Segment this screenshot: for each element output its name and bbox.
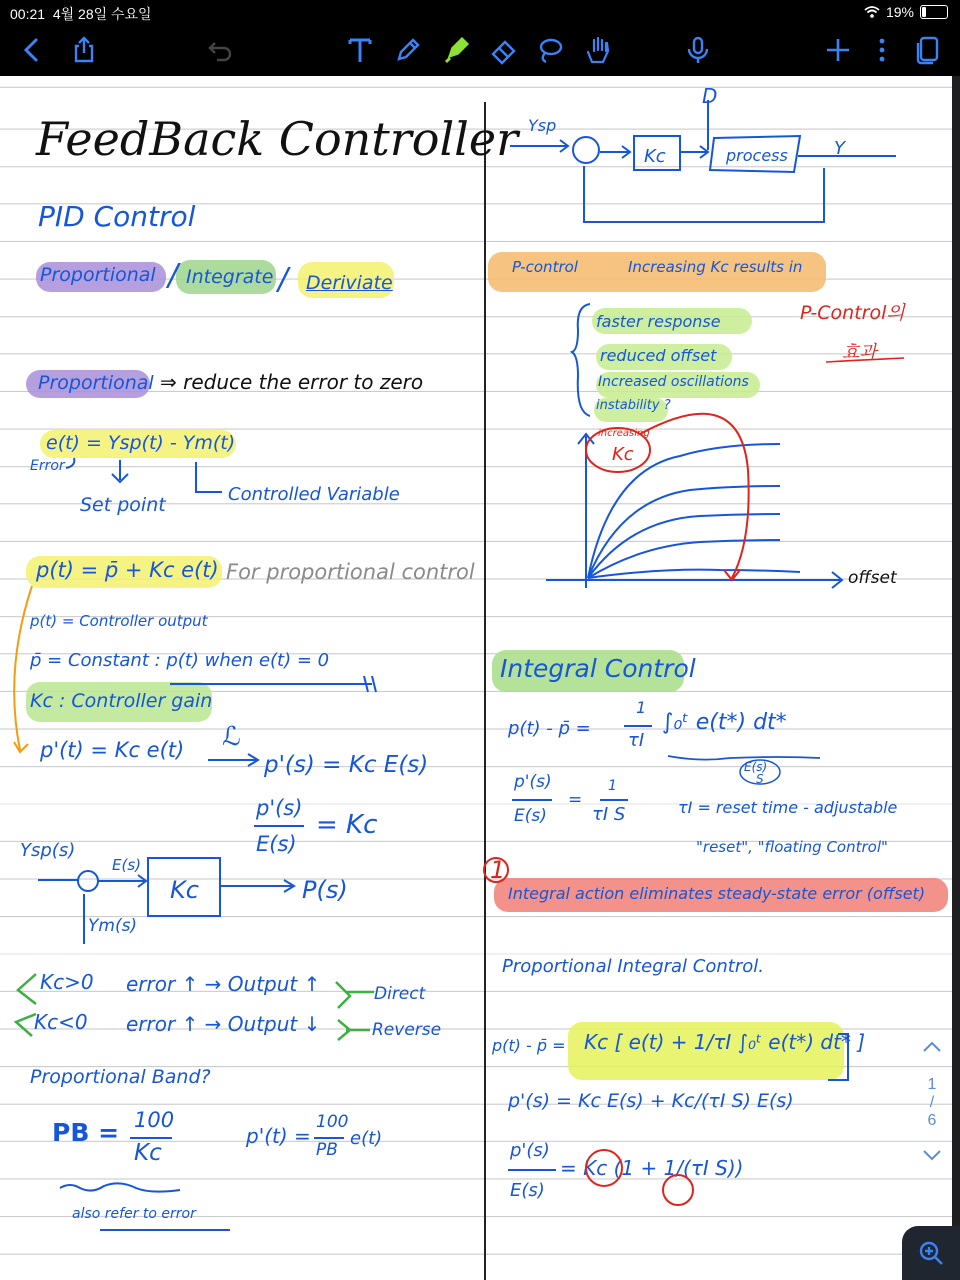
r-block-kc: Kc [644,146,666,167]
r-summing-junction [573,137,599,163]
kc-positive: Kc>0 [40,970,94,994]
kc-block [148,858,220,916]
reverse-label: Reverse [372,1020,442,1040]
ic-lhs: p(t) - p̄ = [508,718,591,739]
ic-tf-rden: τI S [592,804,626,825]
graph-kc-label: Kc [612,444,634,465]
r-feedback-loop [584,166,824,222]
ic-point-number: 1 [490,856,506,884]
status-date: 4월 28일 수요일 [52,6,152,22]
set-point-arrow [112,460,128,482]
ic-frac-den: τI [628,730,645,751]
p-equation-note: For proportional control [226,560,475,584]
def2-underline [170,676,376,692]
block-kc: Kc [170,876,199,904]
page-indicator [912,1040,952,1166]
green-bracket-right [336,982,374,1040]
page-down-icon[interactable] [912,1148,952,1166]
pi-laplace: p'(s) = Kc E(s) + Kc/(τI S) E(s) [508,1090,794,1112]
def-constant: p̄ = Constant : p(t) when e(t) = 0 [30,650,330,671]
pb-denominator: Kc [134,1140,162,1166]
r-block-process: process [726,146,788,165]
block-e-arrow [98,875,146,887]
graph-offset-label: offset [848,568,897,588]
pid-heading: PID Control [38,200,196,233]
ic-wave [668,756,820,760]
page-total: 6 [927,1112,937,1129]
pi-tf-den: E(s) [510,1180,545,1201]
pi-bracket [828,1034,848,1080]
r-block-y: Y [834,138,845,159]
page-separator: / [929,1094,935,1111]
def-controller-output: p(t) = Controller output [30,612,208,630]
tf-equals: = Kc [316,810,378,840]
page-current: 1 [927,1076,937,1093]
pb-numerator: 100 [134,1108,175,1132]
effects-brace [572,304,590,416]
laplace-result: p'(s) = Kc E(s) [264,752,429,778]
zoom-button[interactable] [902,1226,960,1280]
effect-faster-response: faster response [596,312,721,331]
block-ysp: Ysp(s) [20,840,76,861]
red-note-effect: 효과 [842,342,877,363]
ic-reset-time: τI = reset time - adjustable [678,798,898,817]
controlled-arrow [196,462,222,492]
r-block-ysp: Ysp [528,116,557,135]
pb-label: PB = [52,1118,120,1147]
type-deriviate: Deriviate [306,272,393,294]
graph-curve-5 [588,570,800,578]
pb-heading: Proportional Band? [30,1066,211,1088]
laplace-arrow [208,754,258,766]
r-kc-out-arrow [680,146,708,158]
pi-heading: Proportional Integral Control. [502,956,764,977]
slash-1: / [168,258,179,293]
error-equation: e(t) = Ysp(t) - Ym(t) [46,432,236,454]
effect-instability: instability ? [596,398,671,413]
ic-tf-rnum: 1 [608,778,617,794]
red-underline [826,358,904,362]
pi-tau-circle [663,1175,693,1205]
ic-number-circle [484,858,508,882]
ic-reset-names: "reset", "floating Control" [696,838,888,856]
graph-red-arrow [640,414,749,580]
p-control-heading: P-control [512,258,578,276]
status-time: 00:21 [10,6,46,22]
pb-wave [60,1183,180,1191]
ic-es: E(s) [744,760,768,774]
slash-2: / [278,262,289,297]
pi-tf-rhs: = Kc (1 + 1/(τI S)) [560,1156,744,1180]
block-ps: P(s) [302,876,348,904]
pi-rhs: Kc [ e(t) + 1/τI ∫₀ᵗ e(t*) dt* ] [584,1030,866,1054]
ic-integral: ∫₀ᵗ e(t*) dt* [662,710,787,735]
zoom-in-icon [917,1239,945,1267]
graph-curve-3 [588,514,780,578]
prop-description: ⇒ reduce the error to zero [160,370,424,394]
laplace-input: p'(t) = Kc e(t) [40,738,185,762]
controlled-variable-label: Controlled Variable [228,484,400,505]
ic-tf-eq: = [568,790,583,810]
ic-s: S [756,772,764,786]
tf-numerator: p'(s) [256,796,303,820]
block-ym: Ym(s) [88,916,138,936]
note-title: FeedBack Controller [36,112,519,166]
ic-tf-num: p'(s) [514,772,552,792]
ic-frac-num: 1 [636,698,647,717]
graph-increasing-label: increasing [598,428,650,439]
red-note-pcontrol: P-Control의 [800,302,905,324]
laplace-symbol: ℒ [222,722,241,752]
integral-control-heading: Integral Control [500,654,696,683]
prop-heading: Proportional [38,372,154,394]
r-process-block [710,136,800,172]
graph-curve-1 [588,444,780,578]
pi-kc-circle [586,1150,622,1186]
graph-curve-4 [588,540,780,578]
summing-junction [78,871,98,891]
direct-label: Direct [374,984,426,1004]
ic-tf-den: E(s) [514,806,547,826]
r-input-arrow [510,140,568,152]
block-error: E(s) [112,856,141,874]
error-label: Error [30,458,65,474]
type-integrate: Integrate [186,266,274,288]
pi-tf-num: p'(s) [510,1140,550,1161]
orange-arrow [14,586,32,752]
error-arrow [66,458,74,468]
block-output-arrow [220,880,294,892]
pb-et: e(t) [350,1128,383,1149]
pi-lhs: p(t) - p̄ = [492,1036,566,1055]
pb-note: also refer to error [72,1206,196,1222]
r-block-d: D [702,84,718,108]
r-kc-block [634,136,680,170]
pb-denominator-2: PB [316,1140,338,1160]
reverse-relation: error ↑ → Output ↓ [126,1012,321,1036]
tf-denominator: E(s) [256,832,297,856]
def-controller-gain: Kc : Controller gain [30,690,213,712]
effect-increased-oscillations: Increased oscillations [598,374,749,390]
ic-es-circle [740,760,780,784]
direct-relation: error ↑ → Output ↑ [126,972,321,996]
pb-pt-label: p'(t) = [246,1124,311,1148]
kc-negative: Kc<0 [34,1010,88,1034]
type-proportional: Proportional [40,264,156,286]
ic-action-statement: Integral action eliminates steady-state error (offset) [508,884,926,903]
battery-percent: 19% [885,4,914,20]
green-bracket-left [16,974,36,1036]
p-control-desc: Increasing Kc results in [628,258,803,276]
p-equation: p(t) = p̄ + Kc e(t) [36,558,219,582]
r-e-arrow [600,146,630,158]
pb-numerator-2: 100 [316,1112,349,1132]
effect-reduced-offset: reduced offset [600,346,717,365]
page-up-icon[interactable] [912,1040,952,1058]
set-point-label: Set point [80,494,166,516]
